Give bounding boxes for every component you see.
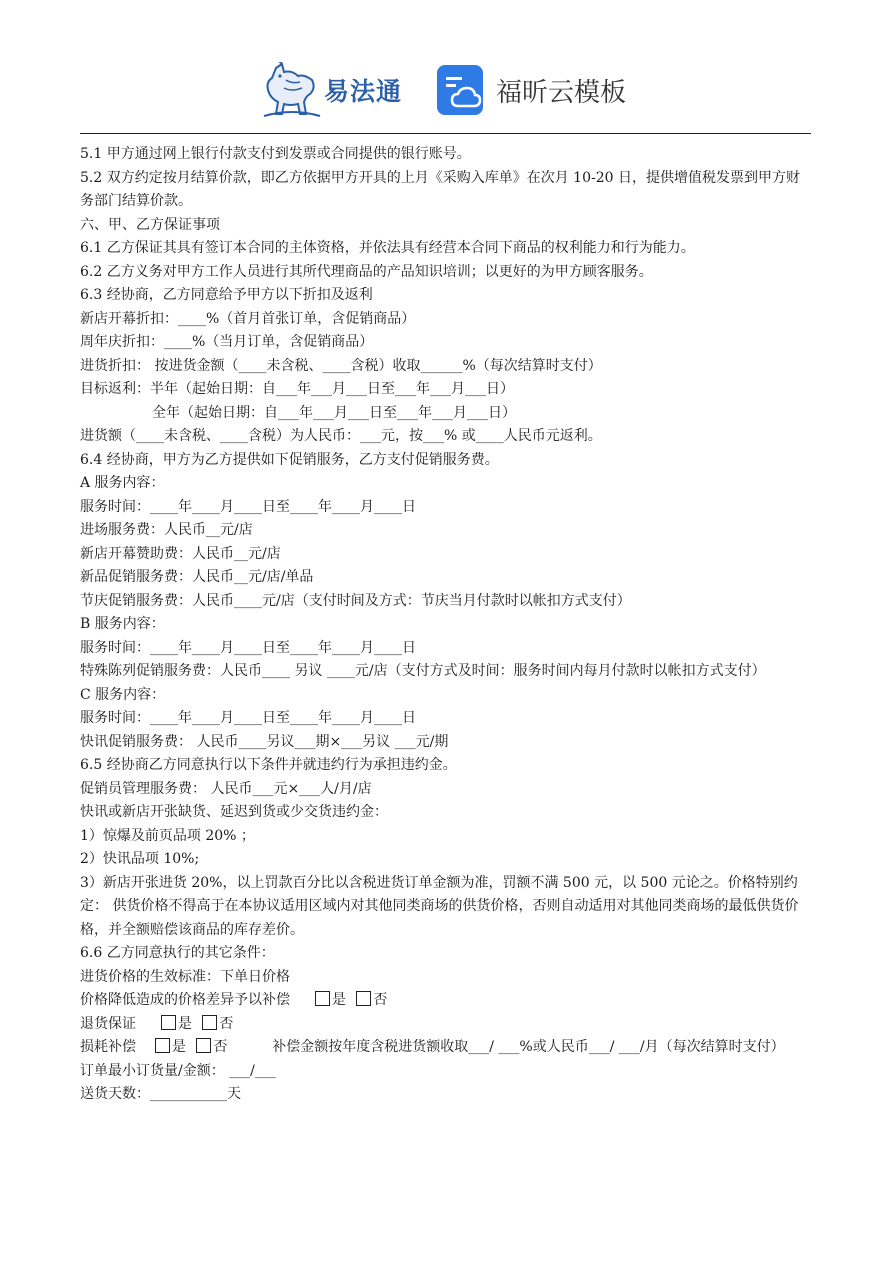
- price-effective-standard: 进货价格的生效标准：下单日价格: [80, 968, 290, 985]
- page-header: [0, 0, 893, 135]
- header-divider: [80, 133, 811, 134]
- target-rebate-full-year: 全年（起始日期：自___年___月___日至___年___月___日）: [152, 404, 516, 421]
- new-store-sponsorship: 新店开幕赞助费：人民币__元/店: [80, 545, 281, 562]
- cloud-doc-icon: [436, 64, 486, 116]
- return-yes-label: 是: [177, 1015, 192, 1032]
- festival-promo-fee: 节庆促销服务费：人民币____元/店（支付时间及方式：节庆当月付款时以帐扣方式支付）: [80, 592, 631, 609]
- return-yes-checkbox[interactable]: [161, 1015, 176, 1030]
- flyer-promo-fee: 快讯促销服务费： 人民币____另议___期×___另议 ___元/期: [80, 733, 449, 750]
- purchase-amount-rebate: 进货额（____未含税、____含税）为人民币：___元，按___% 或____人民币元返利。: [80, 428, 602, 444]
- logo-text-yifatong: 易法通: [324, 77, 403, 106]
- entry-service-fee: 进场服务费：人民币__元/店: [80, 522, 253, 538]
- document-body: [80, 143, 812, 1107]
- clause-5-2: 5.2 双方约定按月结算价款，即乙方依据甲方开具的上月《采购入库单》在次月 10-20 日，提供增值税发票到甲方财务部门结算价款。: [80, 169, 800, 209]
- loss-no-label: 否: [213, 1039, 228, 1055]
- section-6-heading: 六、甲、乙方保证事项: [80, 216, 220, 233]
- return-no-checkbox[interactable]: [202, 1015, 217, 1030]
- price-diff-label: 价格降低造成的价格差异予以补偿: [80, 992, 290, 1008]
- service-a-time: 服务时间：____年____月____日至____年____月____日: [80, 498, 416, 515]
- return-no-label: 否: [219, 1015, 234, 1032]
- clause-6-5: 6.5 经协商乙方同意执行以下条件并就违约行为承担违约金。: [80, 757, 457, 773]
- clause-6-6: 6.6 乙方同意执行的其它条件：: [80, 945, 275, 961]
- service-b-heading: B 服务内容：: [80, 616, 165, 632]
- shortage-penalty-heading: 快讯或新店开张缺货、延迟到货或少交货违约金：: [80, 804, 388, 820]
- price-diff-yes-label: 是: [331, 992, 346, 1008]
- return-guarantee: [80, 1013, 812, 1037]
- target-rebate-half-year: 目标返利：半年（起始日期：自___年___月___日至___年___月___日）: [80, 381, 514, 397]
- logo-text-fuxin: 福昕云模板: [496, 78, 627, 108]
- clause-6-1: 6.1 乙方保证其具有签订本合同的主体资格，并依法具有经营本合同下商品的权利能力和行为能力。: [80, 240, 695, 256]
- price-diff-no-checkbox[interactable]: [356, 991, 371, 1006]
- clause-6-4: 6.4 经协商，甲方为乙方提供如下促销服务，乙方支付促销服务费。: [80, 451, 499, 468]
- new-store-discount: 新店开幕折扣：____%（首月首张订单，含促销商品）: [80, 310, 416, 327]
- special-display-fee: 特殊陈列促销服务费：人民币____ 另议 ____元/店（支付方式及时间：服务时间内每月付款时以帐扣方式支付）: [80, 663, 766, 679]
- price-diff-compensation: [80, 989, 812, 1013]
- clause-6-2: 6.2 乙方义务对甲方工作人员进行其所代理商品的产品知识培训；以更好的为甲方顾客服务。: [80, 263, 653, 280]
- penalty-item-1: 1）惊爆及前页品项 20% ；: [80, 827, 255, 844]
- service-c-time: 服务时间：____年____月____日至____年____月____日: [80, 710, 416, 726]
- price-diff-no-label: 否: [373, 992, 388, 1008]
- clause-5-1: 5.1 甲方通过网上银行付款支付到发票或合同提供的银行账号。: [80, 146, 471, 162]
- min-order-quantity: 订单最小订货量/金额： ___/___: [80, 1062, 276, 1079]
- clause-6-3: 6.3 经协商，乙方同意给予甲方以下折扣及返利: [80, 287, 373, 303]
- return-guarantee-label: 退货保证: [80, 1015, 136, 1032]
- yifatong-logo: [262, 62, 412, 118]
- penalty-item-2: 2）快讯品项 10%;: [80, 851, 200, 867]
- delivery-days: 送货天数：___________天: [80, 1086, 241, 1102]
- fuxin-logo: [436, 64, 636, 118]
- service-b-time: 服务时间：____年____月____日至____年____月____日: [80, 639, 416, 656]
- loss-comp-label: 损耗补偿: [80, 1039, 136, 1055]
- service-c-heading: C 服务内容：: [80, 686, 166, 703]
- unicorn-icon: [262, 62, 324, 118]
- service-a-heading: A 服务内容：: [80, 475, 165, 491]
- purchase-discount: 进货折扣： 按进货金额（____未含税、____含税）收取______%（每次结算时支付）: [80, 357, 602, 374]
- anniversary-discount: 周年庆折扣：____%（当月订单，含促销商品）: [80, 334, 374, 350]
- loss-comp-terms: 补偿金额按年度含税进货额收取___/ ___%或人民币___/ ___/月（每次结算时支付）: [272, 1039, 785, 1055]
- new-product-promo-fee: 新品促销服务费：人民币__元/店/单品: [80, 569, 314, 585]
- promoter-mgmt-fee: 促销员管理服务费： 人民币___元×___人/月/店: [80, 780, 372, 797]
- loss-yes-label: 是: [171, 1039, 186, 1055]
- penalty-item-3: 3）新店开张进货 20%，以上罚款百分比以含税进货订单金额为准，罚额不满 500 元，以 500 元论之。价格特别约定： 供货价格不得高于在本协议适用区域内对其他同类商场的供货价格，否则自动适用对其他同类商场的最低供货价格，并全额赔偿该商品的库存差价。: [80, 874, 799, 938]
- price-diff-yes-checkbox[interactable]: [315, 991, 330, 1006]
- loss-yes-checkbox[interactable]: [155, 1038, 170, 1053]
- loss-no-checkbox[interactable]: [196, 1038, 211, 1053]
- loss-compensation: [80, 1036, 812, 1060]
